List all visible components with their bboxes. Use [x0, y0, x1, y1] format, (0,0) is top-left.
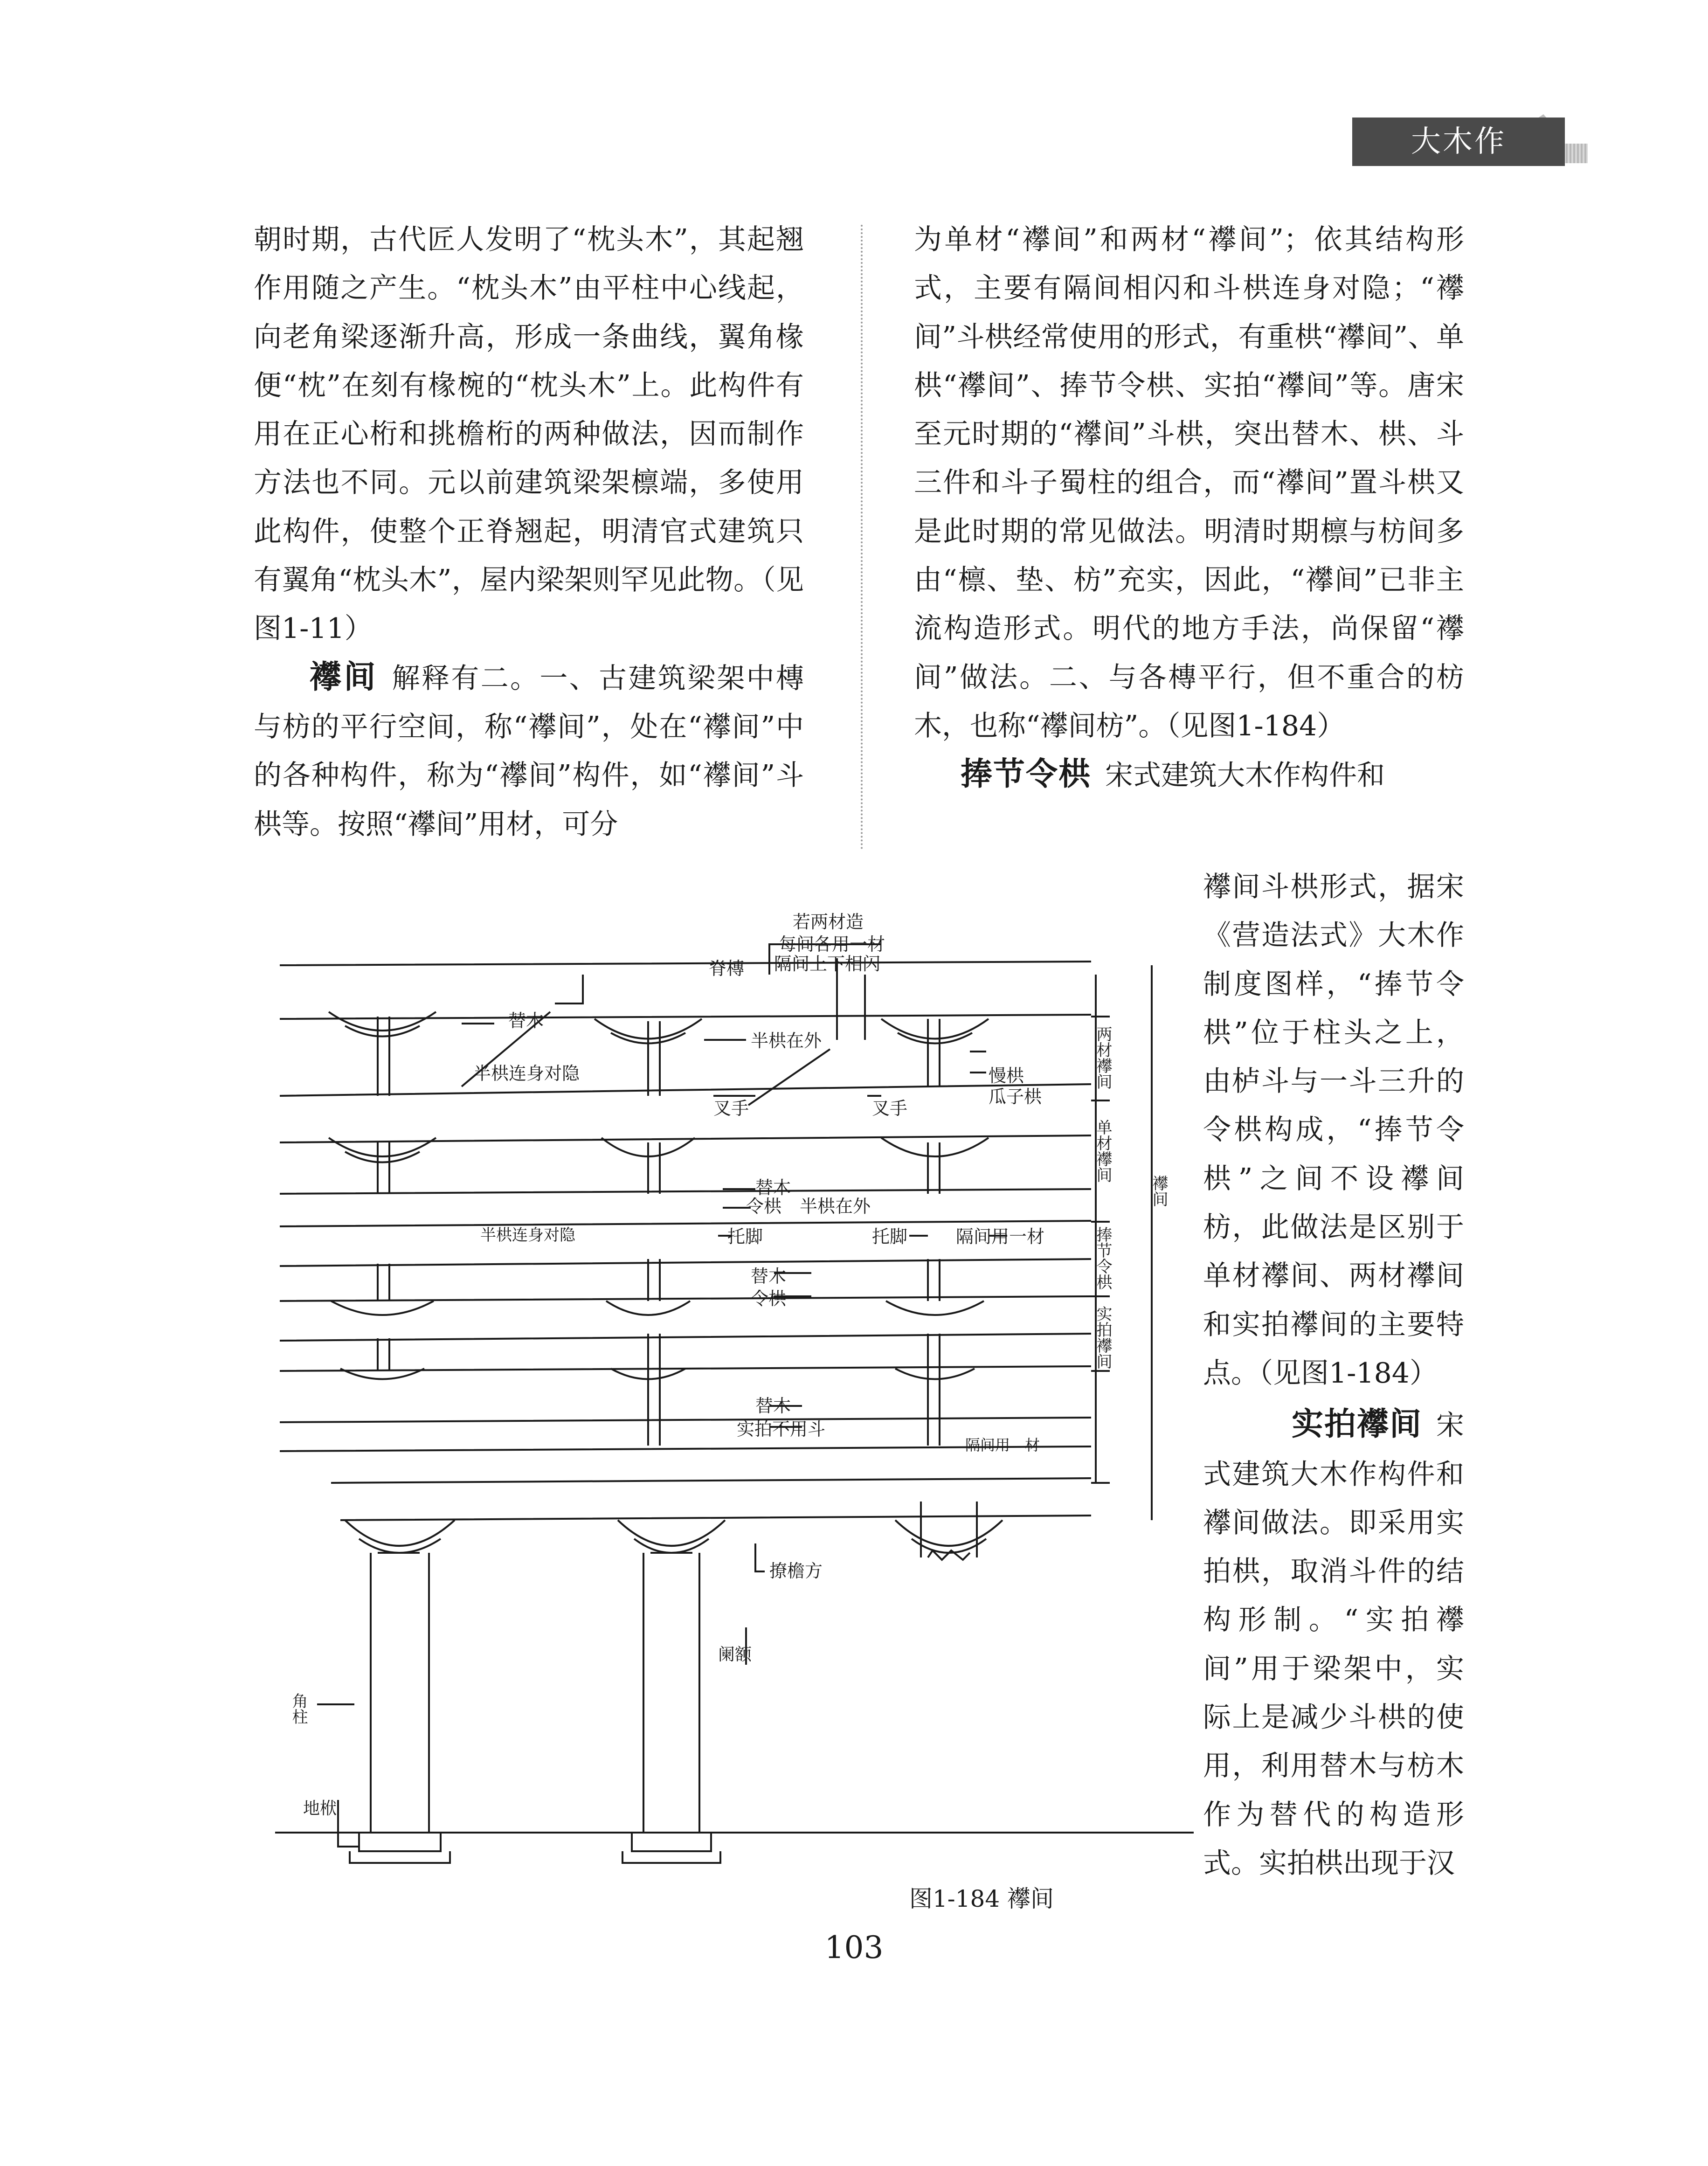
right-paragraph-1: 为单材“襻间”和两材“襻间”；依其结构形式，主要有隔间相闪和斗栱连身对隐；“襻间”斗栱经常使用的形式，有重栱“襻间”、单栱“襻间”、捧节令栱、实拍“襻间”等。唐宋至元时期的“襻间”斗栱，突出替木、栱、斗三件和斗子蜀柱的组合，而“襻间”置斗栱又是此时期的常见做法。明清时期檩与枋间多由“檩、垫、枋”充实，因此，“襻间”已非主流构造形式。明代的地方手法，尚保留“襻间”做法。二、与各槫平行，但不重合的枋木，也称“襻间枋”。（见图1-184）	[914, 223, 1464, 742]
left-column	[254, 215, 804, 849]
column-divider	[861, 225, 863, 850]
label-ge-jian-yong: 隔间用一材	[956, 1226, 1045, 1247]
term-pengjie-linggong: 捧节令栱	[961, 756, 1092, 793]
label-ling-gong-1: 令栱	[746, 1196, 782, 1217]
label-ling-gong-2: 令栱	[751, 1288, 787, 1309]
left-paragraph-1: 朝时期，古代匠人发明了“枕头木”，其起翘作用随之产生。“枕头木”由平柱中心线起，向老角梁逐渐升高，形成一条曲线，翼角椽便“枕”在刻有椽椀的“枕头木”上。此构件有用在正心桁和挑檐桁的两种做法，因而制作方法也不同。元以前建筑梁架檩端，多使用此构件，使整个正脊翘起，明清官式建筑只有翼角“枕头木”，屋内梁架则罕见此物。（见图1-11）	[254, 223, 804, 645]
chapter-title: 大木作	[1352, 118, 1565, 166]
right-column	[914, 215, 1464, 800]
shipai-first: 宋	[1436, 1409, 1464, 1442]
label-mei-jian: 每间各用一材	[779, 934, 885, 955]
shipai-head	[1203, 1400, 1464, 1450]
pengjie-paragraph-rest: 襻间斗栱形式，据宋《营造法式》大木作制度图样，“捧节令栱”位于柱头之上，由栌斗与一斗三升的令栱构成，“捧节令栱”之间不设襻间枋，此做法是区别于单材襻间、两材襻间和实拍襻间的主要特点。（见图1-184）	[1203, 871, 1464, 1390]
term-shipai-panjian: 实拍襻间	[1291, 1406, 1422, 1443]
label-tuo-jiao-2: 托脚	[872, 1226, 908, 1247]
label-ge-jian-yong-2: 隔间用 材	[965, 1436, 1040, 1454]
narrow-column	[1203, 863, 1464, 1888]
label-tuo-jiao-1: 托脚	[727, 1226, 763, 1247]
label-ti-mu-2: 替木	[755, 1177, 791, 1198]
label-di-fu: 地栿	[303, 1799, 337, 1818]
label-side-2: 单材襻间	[1093, 1119, 1112, 1183]
term-panjian-text: 解释有二。一、古建筑梁架中槫与枋的平行空间，称“襻间”，处在“襻间”中的各种构件，称为“襻间”构件，如“襻间”斗栱等。按照“襻间”用材，可分	[254, 662, 804, 841]
label-ban-gong-wai-1: 半栱在外	[751, 1031, 822, 1051]
label-cha-shou-2: 叉手	[872, 1098, 908, 1119]
page-number: 103	[824, 1930, 884, 1965]
term-panjian: 襻间	[310, 658, 378, 696]
left-paragraph-2	[254, 653, 804, 849]
label-man-gong: 慢栱	[989, 1066, 1024, 1086]
label-ruo-liang: 若两材造	[793, 912, 864, 932]
label-shi-pai: 实拍不用斗	[737, 1419, 826, 1439]
figure-caption: 图1-184 襻间	[909, 1885, 1054, 1912]
label-ti-mu-3: 替木	[751, 1266, 787, 1287]
label-ban-gong-lian-1: 半栱连身对隐	[473, 1063, 580, 1084]
panjian-diagram	[261, 900, 1194, 1926]
label-gua-zi-gong: 瓜子栱	[989, 1086, 1042, 1107]
right-paragraph-2-head	[914, 750, 1464, 800]
label-side-main: 襻间	[1149, 1175, 1168, 1207]
figure-panjian	[261, 900, 1194, 1926]
label-ban-gong-wai-2: 半栱在外	[800, 1196, 871, 1217]
label-cha-shou-1: 叉手	[713, 1098, 749, 1119]
label-lan-e: 阑额	[718, 1645, 752, 1664]
label-ti-mu-1: 替木	[508, 1010, 544, 1031]
label-side-3: 捧节令栱	[1093, 1226, 1112, 1290]
label-side-4: 实拍襻间	[1093, 1306, 1112, 1369]
label-ji-tuan: 脊槫	[709, 958, 745, 979]
label-side-1: 两材襻间	[1093, 1026, 1112, 1089]
label-liao-yan-fang: 撩檐方	[769, 1561, 823, 1581]
shipai-paragraph-rest: 式建筑大木作构件和襻间做法。即采用实拍栱，取消斗件的结构形制。“实拍襻间”用于梁架中，实际上是减少斗栱的使用，利用替木与枋木作为替代的构造形式。实拍栱出现于汉	[1203, 1458, 1464, 1880]
label-ti-mu-4: 替木	[755, 1396, 791, 1416]
label-ge-jian: 隔间上下相闪	[774, 954, 881, 974]
term-pengjie-first: 宋式建筑大木作构件和	[1105, 759, 1385, 792]
label-jiao-zhu: 角柱	[289, 1693, 308, 1724]
label-ban-gong-lian-2: 半栱连身对隐	[480, 1226, 575, 1245]
